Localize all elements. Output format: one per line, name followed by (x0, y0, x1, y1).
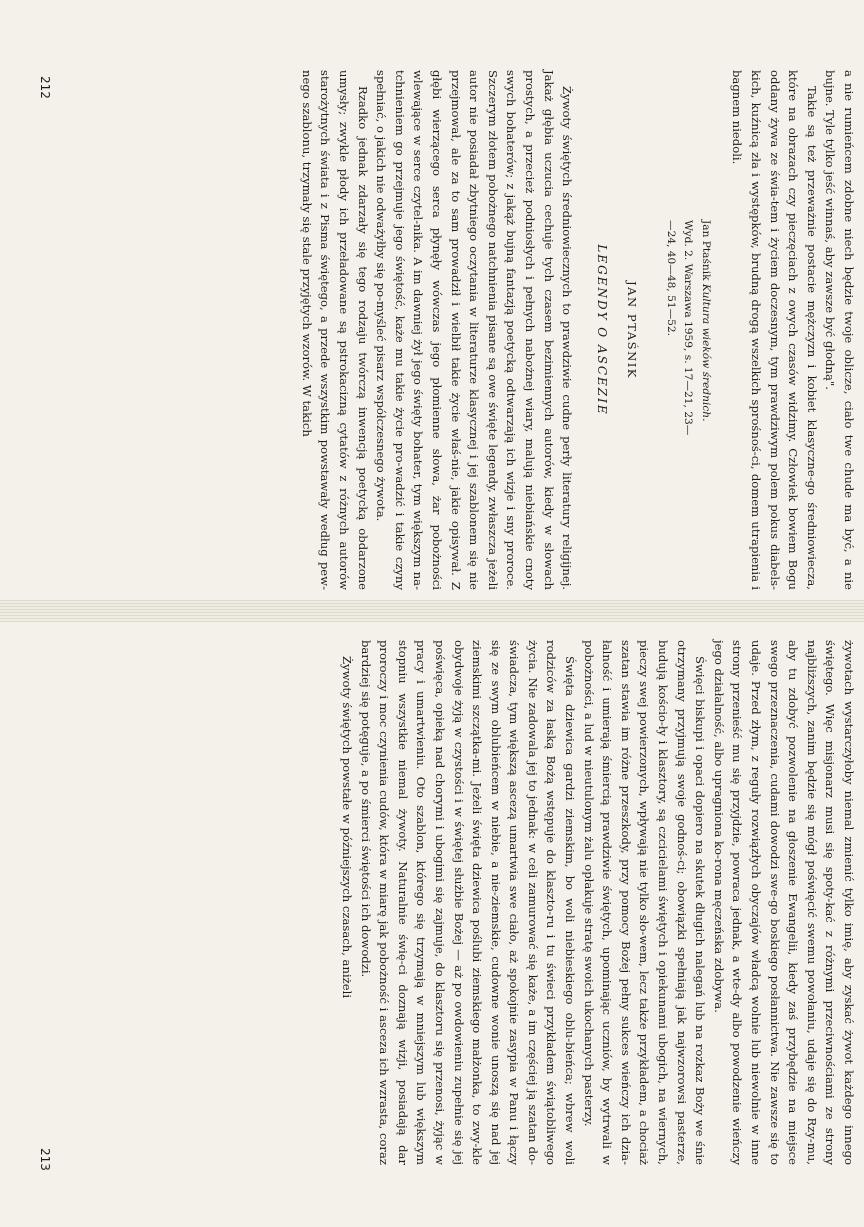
right-paragraph-4: Żywoty świętych powstałe w późniejszych czasach, aniżeli (339, 656, 354, 999)
left-paragraph-3: Żywoty świętych średniowiecznych to prawdziwie cudne perły literatury religijnej. Jakaż głębia uczucia cechuje tych czasem bezimiennych autorów, kiedy w słowach prostych, a przecież podniosłych i pełnych nabożnej wiary, malują niebiańskie cnoty swych bohaterów; z jakąż bujną fantazją poetycką odtwarzają ich wizje i sny proroce. Szczerym złotem pobożnego natchnienia pisane są owe święte legendy, zwłaszcza jeżeli autor nie posiadał zbytniego oczytania w literaturze klasycznej i jej szablonem się nie przejmował, ale za to sam prowadził i wielbił takie życie właś-nie, jakie opisywał. Z głębi wierzącego serca płynęły wówczas jego płomienne słowa, żar pobożności wlewające w serce czytel-nika. A im dawniej żył jego święty bohater, tym większym na-tchnieniem go przejmuje jego świętość, każe mu takie życie pro-wadzić i takie czyny spełniać, o jakich nie odważyłby się po-myśleć pisarz współczesnego żywota. (374, 70, 575, 590)
left-paragraph-2: Takie są też przeważnie postacie mężczyzn i kobiet klasyczne-go średniowiecza, które na obrazach czy pieczęciach z owych czasów widzimy. Człowiek bowiem Bogu oddany żywa ze świa-tem i życiem doczesnym, tym prawdziwym polem pokus diabels-kich, kuźnicą zła i występków, brudną drogą wszelkich sprośnoś-ci, domem utrapienia i bagnem niedoli. (730, 70, 819, 590)
chapter-author: JAN PTAŚNIK (625, 281, 640, 379)
right-paragraph-3: Święta dziewica gardzi ziemskim, bo woli niebieskiego oblu-bieńca; wbrew woli rodziców za łaską Bożą wstępuje do klaszto-ru i tu świeci przykładem świątobliwego życia. Nie zadowala jej to jednak: w celi zamurować się każe, a im częściej ją szatan do-świadcza, tym większą ascezą umartwia swe ciało, aż spokojnie zasypia w Panu i łączy się ze swym oblubieńcem w niebie, a nie-ziemskie, cudowne wonie unoszą się nad jej ziemskimi szczątka-mi. Jeżeli święta dziewica poślubi ziemskiego małżonka, to zwy-kle obydwoje żyją w czystości i w świętej służbie Bożej — aż po owdowieniu zupełnie się jej poświęca, opieką nad chorymi i ubogimi się zajmuje, do klasztoru się przenosi, żyjąc w pracy i umartwieniu. Oto szablon, którego się trzymają w mniejszym lub większym stopniu wszystkie niemal żywoty. Naturalnie świę-ci doznają wizji, posiadają dar proroczy i moc czynienia cudów, która w miarę jak pobożność i asceza ich wzrasta, coraz bardziej się potęguje, a po śmierci świętości ich dowodzi. (358, 640, 578, 1165)
citation-author: Jan Ptaśnik (699, 220, 712, 284)
right-page (337, 640, 858, 1165)
chapter-title: LEGENDY O ASCEZIE (594, 244, 609, 416)
citation-title: Kultura wieków średnich. (699, 283, 712, 422)
right-opening-paragraph: żywotach wystarczyłoby niemal zmienić tylko imię, aby zyskać żywot każdego innego świętego. Więc misjonarz musi się spoty-kać z różnymi przeciwnościami ze strony najbliższych, zanim będzie się mógł poświęcić swemu powołaniu, udaje się do Rzy-mu, aby tu zdobyć pozwolenie na głoszenie Ewangelii, kiedy zaś przybędzie na miejsce swego przeznaczenia, cudami dowodzi swe-go boskiego posłannictwa. Nie zawsze się to udaje. Przed złym, z reguły rozwiązłych obyczajów władcą wolnie lub niewolnie w inne strony przenieść mu się przyjdzie, powraca jednak, a wte-dy albo powodzenie wieńczy jego działalność, albo upragniona ko-rona męczeńska zdobywa. (711, 640, 856, 1165)
citation-line-2: Wyd. 2. Warszawa 1959, s. 17—21, 23— (682, 220, 695, 436)
right-paragraph-2: Święci biskupi i opaci dopiero na skutek długich nalegań lub na rozkaz Boży we śnie otrzymany przyjmują swoje godnoś-ci; obowiązki spełniają jak najwzorowsi pasterze, budują kościo-ły i klasztory, są czcicielami świętych i opiekunami ubogich, na wiernych, pieczy swej powierzonych, wpływają nie tylko sło-wem, lecz także przykładem, a chociaż szatan stawia im różne przeszkody, przy pomocy Bożej pełny sukces wieńczy ich dzia-łalność i umierają śmiercią prawdziwie świętych, upominając uczniów, by wytrwali w pobożności, a lud w nieutulonym żalu opłakuje stratę swoich ukochanych pasterzy. (581, 640, 708, 1165)
citation-line-1 (696, 220, 714, 590)
left-page (297, 70, 858, 590)
page-number-right: 213 (38, 1148, 52, 1171)
citation-line-3: —24, 40—48, 51—52. (664, 220, 677, 337)
left-opening-paragraph: a nie rumieńcem zdobne niech będzie twoje oblicze, ciało twe chude ma być, a nie bujne. Tyle tylko jeść winnaś, aby zawsze być głodną". (823, 70, 856, 590)
book-gutter (0, 600, 864, 622)
page-number-left: 212 (38, 76, 52, 99)
citation (661, 70, 714, 590)
left-paragraph-4: Rzadko jednak zdarzały się tego rodzaju twórczą inwencją poetycką obdarzone umysły; zwykle płody ich przeładowane są pstrokacizną cytatów z różnych autorów starożytnych świata i z Pisma świętego, a przede wszystkim powstawały według pew-nego szablonu, trzymały się stale przyjętych wzorów. W takich (299, 70, 370, 590)
